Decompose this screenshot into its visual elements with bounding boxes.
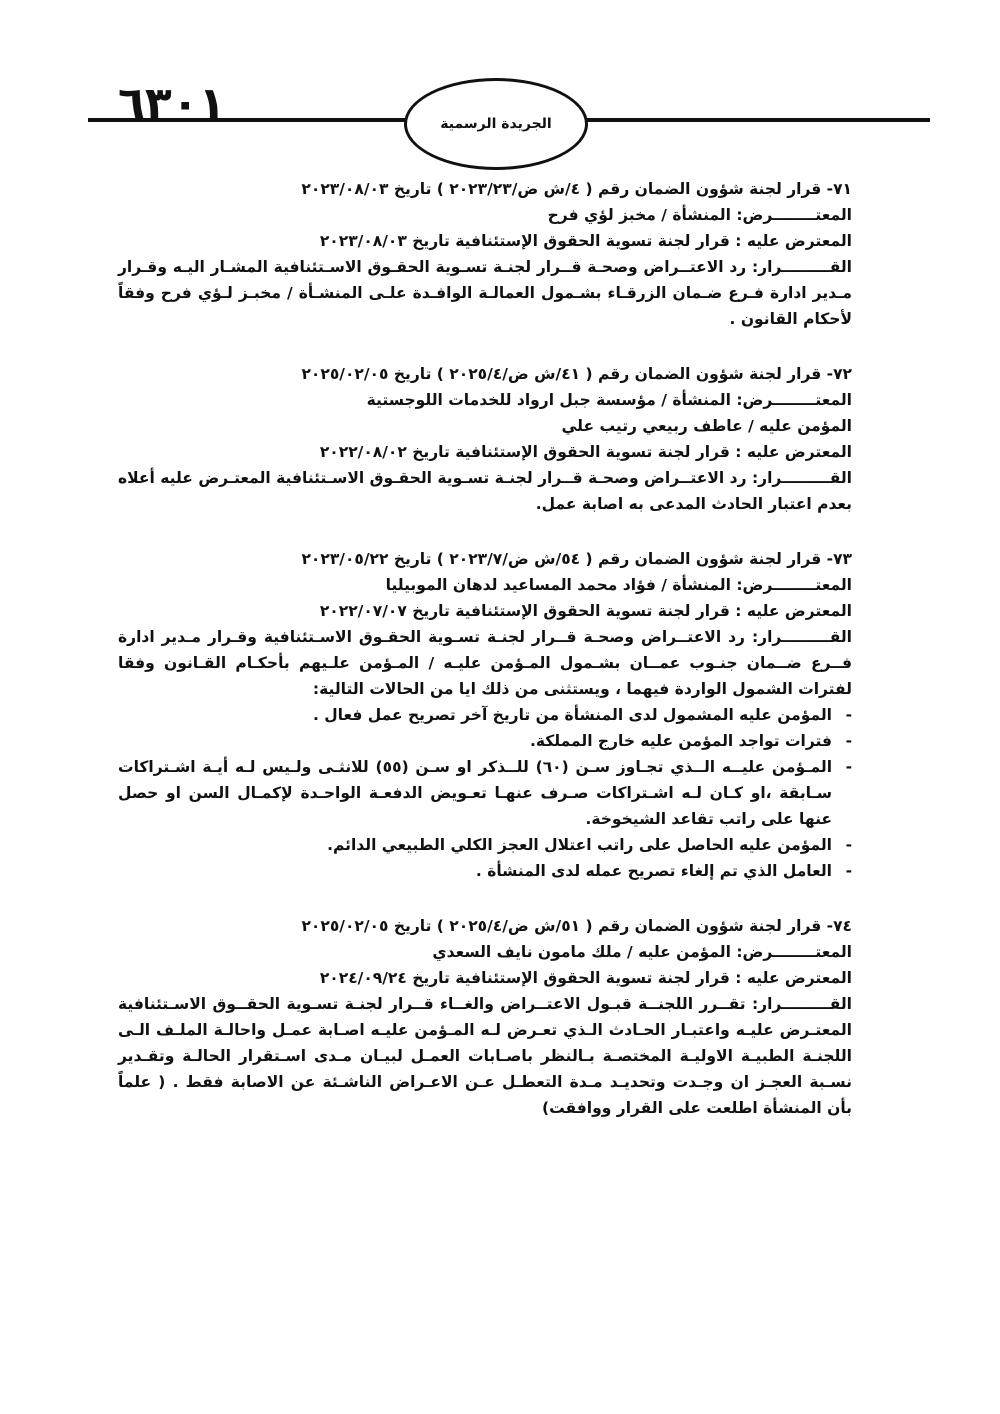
- list-item-text: فترات تواجد المؤمن عليه خارج المملكة.: [529, 732, 832, 750]
- list-item: - العامل الذي تم إلغاء تصريح عمله لدى المنشأة .: [475, 862, 852, 880]
- entry-73: [118, 546, 852, 884]
- entry-objector: المعتــــــــرض: المنشأة / مؤسسة جبل ارواد للخدمات اللوجستية: [366, 391, 852, 409]
- list-item: - المؤمن عليه الحاصل على راتب اعتلال العجز الكلي الطبيعي الدائم.: [327, 836, 852, 854]
- entry-heading: ٧٤- قرار لجنة شؤون الضمان رقم ( ٥١/ش ض/٢٠٢٥/٤ ) تاريخ ٢٠٢٥/٠٢/٠٥: [301, 917, 852, 935]
- entry-decision: القـــــــــرار: رد الاعتــراض وصحـة قــرار لجنـة تسـوية الحقـوق الاسـتئنافية وقـرار مـدير ادارة فــرع ضــمان جنـوب عمــان بشـمول المـؤمن عليـه / المـؤمن علـيهم بأحكـام القـانون وفقا لفترات الشمول الواردة فيهما ، ويستثنى من ذلك ايا من الحالات التالية:: [118, 628, 852, 698]
- entry-decision: القـــــــــرار: رد الاعتــراض وصحـة قــرار لجنـة تسـوية الحقـوق الاسـتئنافية المشـار اليـه وقـرار مـدير ادارة فـرع ضـمان الزرقـاء بشـمول العمالـة الوافـدة علـى المنشـأة / مخبـز لـؤي فرح وفقاً لأحكام القانون .: [118, 258, 852, 328]
- header-oval: [404, 78, 588, 170]
- list-item-text: المؤمن عليه المشمول لدى المنشأة من تاريخ آخر تصريح عمل فعال .: [312, 706, 832, 724]
- page-number: ٦٣٠١: [118, 78, 226, 129]
- entry-71: [118, 176, 852, 332]
- entry-74: [118, 913, 852, 1121]
- exceptions-list: [118, 702, 852, 884]
- entry-objected: المعترض عليه : قرار لجنة تسوية الحقوق الإستئنافية تاريخ ٢٠٢٣/٠٨/٠٣: [319, 232, 852, 250]
- list-item: - المؤمن عليه المشمول لدى المنشأة من تاريخ آخر تصريح عمل فعال .: [312, 706, 852, 724]
- entry-heading: ٧٢- قرار لجنة شؤون الضمان رقم ( ٤١/ش ض/٢٠٢٥/٤ ) تاريخ ٢٠٢٥/٠٢/٠٥: [301, 365, 852, 383]
- entry-heading: ٧٣- قرار لجنة شؤون الضمان رقم ( ٥٤/ش ض/٢٠٢٣/٧ ) تاريخ ٢٠٢٣/٠٥/٢٢: [301, 550, 852, 568]
- entry-decision: القـــــــــرار: رد الاعتــراض وصحـة قــرار لجنـة تسـوية الحقـوق الاسـتئنافية المعتـرض عليه أعلاه بعدم اعتبار الحادث المدعى به اصابة عمل.: [118, 469, 852, 513]
- entry-objected: المعترض عليه : قرار لجنة تسوية الحقوق الإستئنافية تاريخ ٢٠٢٢/٠٨/٠٢: [319, 443, 852, 461]
- entry-objected: المعترض عليه : قرار لجنة تسوية الحقوق الإستئنافية تاريخ ٢٠٢٤/٠٩/٢٤: [319, 969, 852, 987]
- entry-objector: المعتــــــــرض: المنشأة / فؤاد محمد المساعيد لدهان الموبيليا: [385, 576, 852, 594]
- list-item-text: العامل الذي تم إلغاء تصريح عمله لدى المنشأة .: [475, 862, 832, 880]
- entry-objected: المعترض عليه : قرار لجنة تسوية الحقوق الإستئنافية تاريخ ٢٠٢٢/٠٧/٠٧: [319, 602, 852, 620]
- entry-insured: المؤمن عليه / عاطف ربيعي رتيب علي: [561, 417, 852, 435]
- entry-decision: القـــــــــرار: تقــرر اللجنــة قبـول الاعتــراض والغــاء قــرار لجنـة تسـوية الحقــوق الاسـتئنافية المعتـرض عليـه واعتبـار الحـادث الـذي تعـرض لـه المـؤمن عليـه اصـابة عمـل واحالـة الملـف الـى اللجنـة الطبيـة الاوليـة المختصـة بـالنظر باصـابات العمـل لبيـان مـدى اسـتقرار الحالـة وتقـدير نسـبة العجـز ان وجـدت وتحديـد مـدة التعطـل عـن الاعـراض الناشـئة عن الاصابة فقط . ( علماً بأن المنشأة اطلعت على القرار ووافقت): [118, 995, 852, 1117]
- entry-objector: المعتــــــــرض: المؤمن عليه / ملك مامون نايف السعدي: [432, 943, 852, 961]
- entry-heading: ٧١- قرار لجنة شؤون الضمان رقم ( ٤/ش ض/٢٠٢٣/٢٣ ) تاريخ ٢٠٢٣/٠٨/٠٣: [301, 180, 852, 198]
- list-item: - المـؤمن عليــه الــذي تجـاوز سـن (٦٠) للــذكر او سـن (٥٥) للانثـى ولـيس لـه أيـة اشـتراكات سـابقة ،او كـان لـه اشـتراكات صـرف عنهـا تعـويض الدفعـة الواحـدة لإكمـال السن او حصل عنها على راتب تقاعد الشيخوخة.: [118, 758, 852, 828]
- gazette-title: الجريدة الرسمية: [440, 116, 552, 132]
- document-body: [118, 176, 852, 1150]
- list-item-text: المـؤمن عليــه الــذي تجـاوز سـن (٦٠) للــذكر او سـن (٥٥) للانثـى ولـيس لـه أيـة اشـتراكات سـابقة ،او كـان لـه اشـتراكات صـرف عنهـا تعـويض الدفعـة الواحـدة لإكمـال السن او حصل عنها على راتب تقاعد الشيخوخة.: [118, 758, 833, 828]
- entry-72: [118, 361, 852, 517]
- list-item-text: المؤمن عليه الحاصل على راتب اعتلال العجز الكلي الطبيعي الدائم.: [327, 836, 832, 854]
- entry-objector: المعتــــــــرض: المنشأة / مخبز لؤي فرح: [547, 206, 852, 224]
- list-item: - فترات تواجد المؤمن عليه خارج المملكة.: [529, 732, 852, 750]
